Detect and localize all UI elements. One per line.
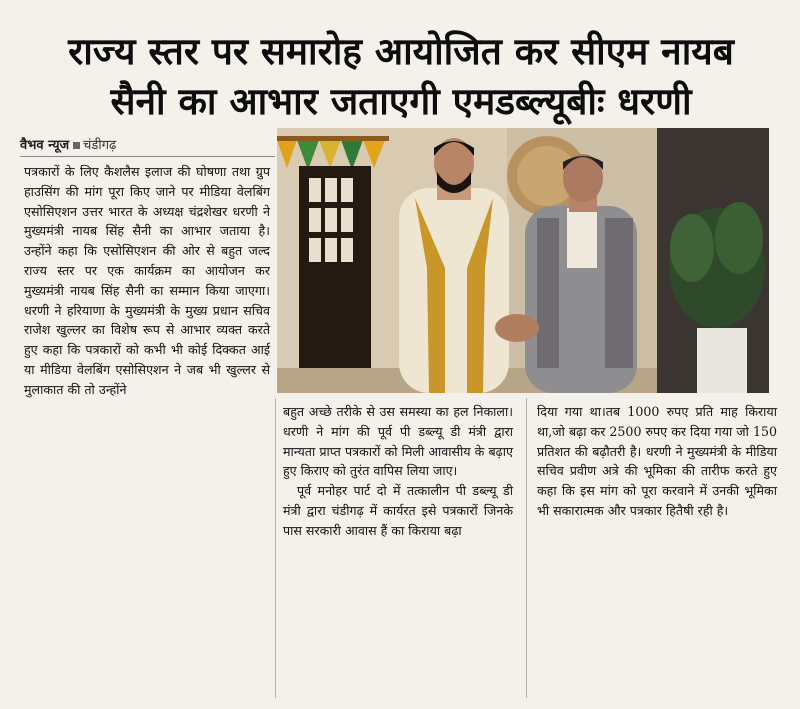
byline-agency: वैभव न्यूज <box>20 138 70 153</box>
column-2-paragraph-1: बहुत अच्छे तरीके से उस समस्या का हल निकाला। धरणी ने मांग की पूर्व पी डब्ल्यू डी मंत्री द्वारा मान्यता प्राप्त पत्रकारों को मिली आवासीय के बढ़ाए हुए किराए को तुरंत वापिस लिया जाए। <box>283 404 513 479</box>
article-column-2 <box>283 402 513 541</box>
byline-rule <box>20 156 275 157</box>
byline <box>20 135 116 153</box>
news-photo <box>277 128 769 393</box>
column-1-text: पत्रकारों के लिए कैशलैस इलाज की घोषणा तथा ग्रुप हाउसिंग की मांग पूरा किए जाने पर मीडिया वेलबिंग एसोसिएशन उत्तर भारत के अध्यक्ष चंद्रशेखर धरणी ने मुख्यमंत्री नायब सिंह सैनी का आभार जताया है। उन्होंने कहा कि एसोसिएशन की ओर से बहुत जल्द राज्य स्तर पर एक कार्यक्रम का आयोजन कर मुख्यमंत्री नायब सिंह सैनी का सम्मान किया जाएगा। धरणी ने हरियाणा के मुख्यमंत्री के मुख्य प्रधान सचिव राजेश खुल्लर का विशेष रूप से आभार व्यक्त करते हुए कहा कि पत्रकारों को कभी भी कोई दिक्कत आई या मीडिया वेलबिंग एसोसिएशन ने जब भी खुल्लर से मुलाकात की तो उन्होंने <box>24 164 270 397</box>
column-divider-1 <box>275 398 276 698</box>
byline-place: चंडीगढ़ <box>83 138 117 153</box>
column-divider-2 <box>526 398 527 698</box>
headline-line-2: सैनी का आभार जताएगी एमडब्ल्यूबीः धरणी <box>110 80 692 123</box>
article-column-3 <box>537 402 777 521</box>
column-2-paragraph-2: पूर्व मनोहर पार्ट दो में तत्कालीन पी डब्ल्यू डी मंत्री द्वारा चंडीगढ़ में कार्यरत इसे पत्रकारों जिनके पास सरकारी आवास हैं का किराया बढ़ा <box>283 483 513 538</box>
article-column-1 <box>24 162 270 400</box>
headline <box>16 26 786 126</box>
news-photo-illustration <box>277 128 769 393</box>
column-3-text: दिया गया था।तब 1000 रुपए प्रति माह किराया था,जो बढ़ा कर 2500 रुपए कर दिया गया जो 150 प्रतिशत की बढ़ौतरी है। धरणी ने मुख्यमंत्री के मीडिया सचिव प्रवीण अत्रे की भूमिका की तारीफ करते हुए कहा कि इस मांग को पूरा करवाने में उनकी भूमिका भी सकारात्मक और पत्रकार हितैषी रही है। <box>537 404 777 518</box>
headline-line-1: राज्य स्तर पर समारोह आयोजित कर सीएम नायब <box>68 30 734 73</box>
byline-separator <box>73 142 80 149</box>
